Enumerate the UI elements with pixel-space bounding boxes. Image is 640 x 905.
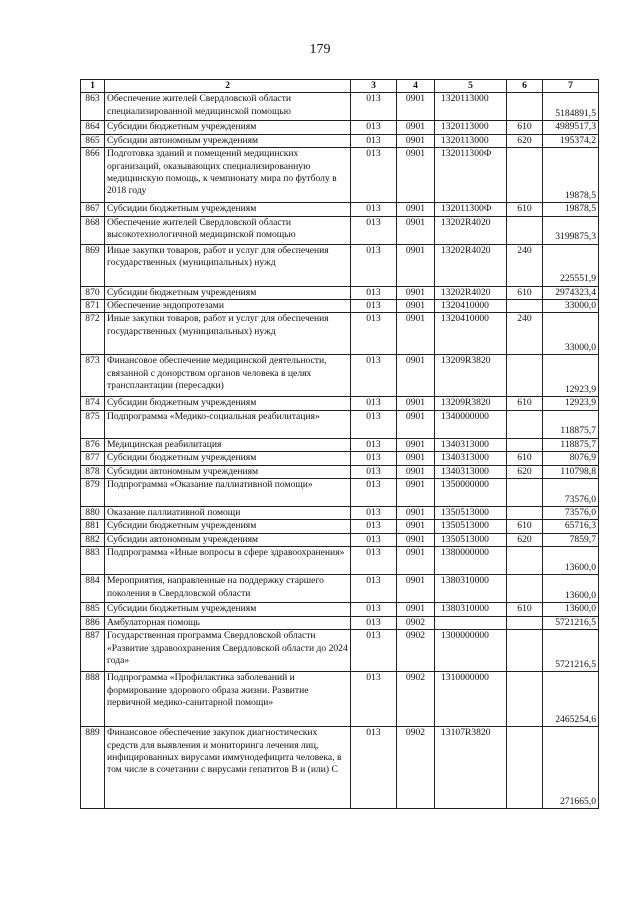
- row-admin-code: 013: [351, 547, 397, 575]
- row-target-code: 13209R3820: [435, 355, 507, 397]
- row-amount: 19878,5: [543, 148, 599, 203]
- row-section-code: 0901: [397, 479, 435, 507]
- row-number: 872: [81, 313, 105, 355]
- row-target-code: 1300000000: [435, 630, 507, 672]
- row-name: Иные закупки товаров, работ и услуг для обеспечения государственных (муниципальных) нужд: [105, 244, 351, 286]
- row-number: 888: [81, 672, 105, 727]
- row-section-code: 0901: [397, 465, 435, 478]
- table-row: [81, 465, 599, 478]
- header-col-5: 5: [435, 80, 507, 93]
- row-section-code: 0901: [397, 148, 435, 203]
- row-amount: 118875,7: [543, 438, 599, 451]
- row-expense-code: [507, 616, 543, 629]
- row-section-code: 0901: [397, 507, 435, 520]
- row-number: 876: [81, 438, 105, 451]
- row-section-code: 0902: [397, 727, 435, 809]
- row-amount: 5721216,5: [543, 616, 599, 629]
- row-expense-code: [507, 410, 543, 438]
- row-amount: 13600,0: [543, 603, 599, 616]
- row-amount: 110798,8: [543, 465, 599, 478]
- row-section-code: 0901: [397, 397, 435, 410]
- row-name: Подпрограмма «Оказание паллиативной помощи»: [105, 479, 351, 507]
- row-name: Субсидии бюджетным учреждениям: [105, 520, 351, 533]
- row-expense-code: 610: [507, 603, 543, 616]
- row-target-code: [435, 616, 507, 629]
- row-name: Субсидии бюджетным учреждениям: [105, 397, 351, 410]
- row-target-code: 1350513000: [435, 507, 507, 520]
- row-admin-code: 013: [351, 727, 397, 809]
- row-amount: 118875,7: [543, 410, 599, 438]
- row-section-code: 0901: [397, 603, 435, 616]
- table-row: [81, 575, 599, 603]
- row-expense-code: 620: [507, 533, 543, 546]
- row-target-code: 132011300Ф: [435, 203, 507, 216]
- table-row: [81, 630, 599, 672]
- row-amount: 13600,0: [543, 547, 599, 575]
- table-row: [81, 134, 599, 147]
- row-number: 879: [81, 479, 105, 507]
- row-expense-code: [507, 216, 543, 244]
- row-expense-code: 240: [507, 244, 543, 286]
- row-admin-code: 013: [351, 603, 397, 616]
- table-row: [81, 672, 599, 727]
- row-admin-code: 013: [351, 93, 397, 121]
- row-section-code: 0901: [397, 121, 435, 134]
- row-expense-code: [507, 507, 543, 520]
- row-admin-code: 013: [351, 575, 397, 603]
- row-expense-code: [507, 547, 543, 575]
- table-row: [81, 300, 599, 313]
- row-amount: 2465254,6: [543, 672, 599, 727]
- row-name: Обеспечение жителей Свердловской области высокотехнологичной медицинской помощью: [105, 216, 351, 244]
- row-section-code: 0901: [397, 452, 435, 465]
- row-number: 870: [81, 286, 105, 299]
- table-row: [81, 121, 599, 134]
- table-row: [81, 244, 599, 286]
- row-target-code: 1320113000: [435, 93, 507, 121]
- row-expense-code: 610: [507, 203, 543, 216]
- row-amount: 65716,3: [543, 520, 599, 533]
- row-name: Мероприятия, направленные на поддержку старшего поколения в Свердловской области: [105, 575, 351, 603]
- row-name: Подпрограмма «Иные вопросы в сфере здравоохранения»: [105, 547, 351, 575]
- row-number: 883: [81, 547, 105, 575]
- row-target-code: 1340000000: [435, 410, 507, 438]
- row-name: Обеспечение эндопротезами: [105, 300, 351, 313]
- row-admin-code: 013: [351, 672, 397, 727]
- row-target-code: 1380310000: [435, 603, 507, 616]
- row-expense-code: 610: [507, 121, 543, 134]
- row-number: 867: [81, 203, 105, 216]
- row-amount: 3199875,3: [543, 216, 599, 244]
- row-amount: 73576,0: [543, 507, 599, 520]
- row-admin-code: 013: [351, 121, 397, 134]
- row-target-code: 1380310000: [435, 575, 507, 603]
- row-number: 868: [81, 216, 105, 244]
- row-name: Субсидии автономным учреждениям: [105, 465, 351, 478]
- row-admin-code: 013: [351, 616, 397, 629]
- row-section-code: 0901: [397, 134, 435, 147]
- row-target-code: 1320410000: [435, 300, 507, 313]
- row-name: Амбулаторная помощь: [105, 616, 351, 629]
- row-name: Подпрограмма «Профилактика заболеваний и формирование здорового образа жизни. Развитие первичной медико-санитарной помощи»: [105, 672, 351, 727]
- row-expense-code: [507, 438, 543, 451]
- row-name: Медицинская реабилитация: [105, 438, 351, 451]
- row-amount: 5184891,5: [543, 93, 599, 121]
- row-expense-code: 610: [507, 286, 543, 299]
- row-name: Субсидии бюджетным учреждениям: [105, 121, 351, 134]
- row-admin-code: 013: [351, 533, 397, 546]
- row-expense-code: [507, 355, 543, 397]
- row-target-code: 1340313000: [435, 452, 507, 465]
- row-expense-code: [507, 479, 543, 507]
- row-admin-code: 013: [351, 465, 397, 478]
- row-admin-code: 013: [351, 313, 397, 355]
- row-expense-code: [507, 300, 543, 313]
- table-row: [81, 313, 599, 355]
- row-admin-code: 013: [351, 355, 397, 397]
- row-number: 869: [81, 244, 105, 286]
- header-col-2: 2: [105, 80, 351, 93]
- row-admin-code: 013: [351, 286, 397, 299]
- row-section-code: 0901: [397, 355, 435, 397]
- row-admin-code: 013: [351, 203, 397, 216]
- row-number: 871: [81, 300, 105, 313]
- row-number: 863: [81, 93, 105, 121]
- table-row: [81, 148, 599, 203]
- row-name: Государственная программа Свердловской области «Развитие здравоохранения Свердловской области до 2024 года»: [105, 630, 351, 672]
- row-target-code: 13107R3820: [435, 727, 507, 809]
- row-admin-code: 013: [351, 300, 397, 313]
- row-amount: 33000,0: [543, 313, 599, 355]
- row-number: 882: [81, 533, 105, 546]
- table-body: [81, 93, 599, 809]
- table-row: [81, 603, 599, 616]
- row-target-code: 1340313000: [435, 465, 507, 478]
- row-amount: 2974323,4: [543, 286, 599, 299]
- table-header-row: [81, 80, 599, 93]
- row-target-code: 1320113000: [435, 121, 507, 134]
- row-section-code: 0901: [397, 93, 435, 121]
- row-section-code: 0902: [397, 672, 435, 727]
- row-amount: 5721216,5: [543, 630, 599, 672]
- row-amount: 225551,9: [543, 244, 599, 286]
- row-name: Финансовое обеспечение медицинской деятельности, связанной с донорством органов человека в целях трансплантации (пересадки): [105, 355, 351, 397]
- table-row: [81, 479, 599, 507]
- row-admin-code: 013: [351, 520, 397, 533]
- row-target-code: 1350000000: [435, 479, 507, 507]
- row-section-code: 0901: [397, 410, 435, 438]
- header-col-6: 6: [507, 80, 543, 93]
- row-target-code: 132011300Ф: [435, 148, 507, 203]
- row-amount: 19878,5: [543, 203, 599, 216]
- row-target-code: 1340313000: [435, 438, 507, 451]
- row-number: 887: [81, 630, 105, 672]
- row-section-code: 0901: [397, 216, 435, 244]
- table-row: [81, 93, 599, 121]
- row-name: Субсидии бюджетным учреждениям: [105, 452, 351, 465]
- row-number: 875: [81, 410, 105, 438]
- row-amount: 12923,9: [543, 397, 599, 410]
- row-admin-code: 013: [351, 630, 397, 672]
- row-expense-code: [507, 672, 543, 727]
- row-amount: 4989517,3: [543, 121, 599, 134]
- row-name: Обеспечение жителей Свердловской области специализированной медицинской помощью: [105, 93, 351, 121]
- row-expense-code: [507, 93, 543, 121]
- row-admin-code: 013: [351, 216, 397, 244]
- row-expense-code: 610: [507, 452, 543, 465]
- table-row: [81, 452, 599, 465]
- row-name: Финансовое обеспечение закупок диагностических средств для выявления и мониторинга лечения лиц, инфицированных вирусами иммунодефицита человека, в том числе в сочетании с вирусами гепатитов В и (или) С: [105, 727, 351, 809]
- row-section-code: 0901: [397, 203, 435, 216]
- row-admin-code: 013: [351, 438, 397, 451]
- row-section-code: 0901: [397, 575, 435, 603]
- table-row: [81, 727, 599, 809]
- table-row: [81, 216, 599, 244]
- row-name: Подпрограмма «Медико-социальная реабилитация»: [105, 410, 351, 438]
- row-target-code: 1320113000: [435, 134, 507, 147]
- table-row: [81, 286, 599, 299]
- row-number: 880: [81, 507, 105, 520]
- table-row: [81, 547, 599, 575]
- row-target-code: 1350513000: [435, 520, 507, 533]
- row-expense-code: [507, 727, 543, 809]
- budget-table: [80, 79, 599, 809]
- row-expense-code: 620: [507, 134, 543, 147]
- row-amount: 8076,9: [543, 452, 599, 465]
- row-name: Субсидии автономным учреждениям: [105, 134, 351, 147]
- row-section-code: 0901: [397, 286, 435, 299]
- row-number: 866: [81, 148, 105, 203]
- row-number: 873: [81, 355, 105, 397]
- row-expense-code: [507, 630, 543, 672]
- row-number: 881: [81, 520, 105, 533]
- row-number: 889: [81, 727, 105, 809]
- row-section-code: 0901: [397, 300, 435, 313]
- row-section-code: 0901: [397, 313, 435, 355]
- table-row: [81, 203, 599, 216]
- row-name: Субсидии автономным учреждениям: [105, 533, 351, 546]
- row-section-code: 0902: [397, 616, 435, 629]
- table-row: [81, 507, 599, 520]
- row-target-code: 1350513000: [435, 533, 507, 546]
- row-amount: 7859,7: [543, 533, 599, 546]
- row-expense-code: 610: [507, 520, 543, 533]
- row-section-code: 0901: [397, 438, 435, 451]
- row-target-code: 13202R4020: [435, 216, 507, 244]
- table-row: [81, 616, 599, 629]
- row-target-code: 1320410000: [435, 313, 507, 355]
- row-admin-code: 013: [351, 479, 397, 507]
- table-row: [81, 520, 599, 533]
- row-section-code: 0901: [397, 520, 435, 533]
- row-amount: 195374,2: [543, 134, 599, 147]
- row-target-code: 1310000000: [435, 672, 507, 727]
- row-section-code: 0901: [397, 244, 435, 286]
- row-admin-code: 013: [351, 507, 397, 520]
- table-row: [81, 533, 599, 546]
- row-admin-code: 013: [351, 244, 397, 286]
- row-number: 877: [81, 452, 105, 465]
- row-section-code: 0901: [397, 547, 435, 575]
- row-expense-code: 240: [507, 313, 543, 355]
- row-admin-code: 013: [351, 410, 397, 438]
- row-name: Иные закупки товаров, работ и услуг для обеспечения государственных (муниципальных) нужд: [105, 313, 351, 355]
- row-expense-code: 610: [507, 397, 543, 410]
- table-row: [81, 355, 599, 397]
- row-number: 865: [81, 134, 105, 147]
- row-name: Подготовка зданий и помещений медицинских организаций, оказывающих специализированную медицинскую помощь, к чемпионату мира по футболу в 2018 году: [105, 148, 351, 203]
- row-section-code: 0901: [397, 533, 435, 546]
- table-row: [81, 438, 599, 451]
- row-section-code: 0902: [397, 630, 435, 672]
- row-admin-code: 013: [351, 148, 397, 203]
- row-name: Субсидии бюджетным учреждениям: [105, 286, 351, 299]
- header-col-7: 7: [543, 80, 599, 93]
- header-col-3: 3: [351, 80, 397, 93]
- row-expense-code: 620: [507, 465, 543, 478]
- row-admin-code: 013: [351, 397, 397, 410]
- row-amount: 33000,0: [543, 300, 599, 313]
- row-admin-code: 013: [351, 452, 397, 465]
- row-amount: 13600,0: [543, 575, 599, 603]
- row-name: Субсидии бюджетным учреждениям: [105, 603, 351, 616]
- row-number: 874: [81, 397, 105, 410]
- row-number: 886: [81, 616, 105, 629]
- row-target-code: 13202R4020: [435, 286, 507, 299]
- row-name: Оказание паллиативной помощи: [105, 507, 351, 520]
- row-number: 864: [81, 121, 105, 134]
- table-row: [81, 397, 599, 410]
- row-target-code: 13202R4020: [435, 244, 507, 286]
- row-target-code: 13209R3820: [435, 397, 507, 410]
- header-col-1: 1: [81, 80, 105, 93]
- row-number: 878: [81, 465, 105, 478]
- row-amount: 271665,0: [543, 727, 599, 809]
- row-amount: 12923,9: [543, 355, 599, 397]
- row-expense-code: [507, 148, 543, 203]
- table-row: [81, 410, 599, 438]
- row-target-code: 1380000000: [435, 547, 507, 575]
- page-number: 179: [309, 42, 331, 57]
- row-amount: 73576,0: [543, 479, 599, 507]
- header-col-4: 4: [397, 80, 435, 93]
- row-number: 885: [81, 603, 105, 616]
- row-admin-code: 013: [351, 134, 397, 147]
- row-expense-code: [507, 575, 543, 603]
- row-number: 884: [81, 575, 105, 603]
- row-name: Субсидии бюджетным учреждениям: [105, 203, 351, 216]
